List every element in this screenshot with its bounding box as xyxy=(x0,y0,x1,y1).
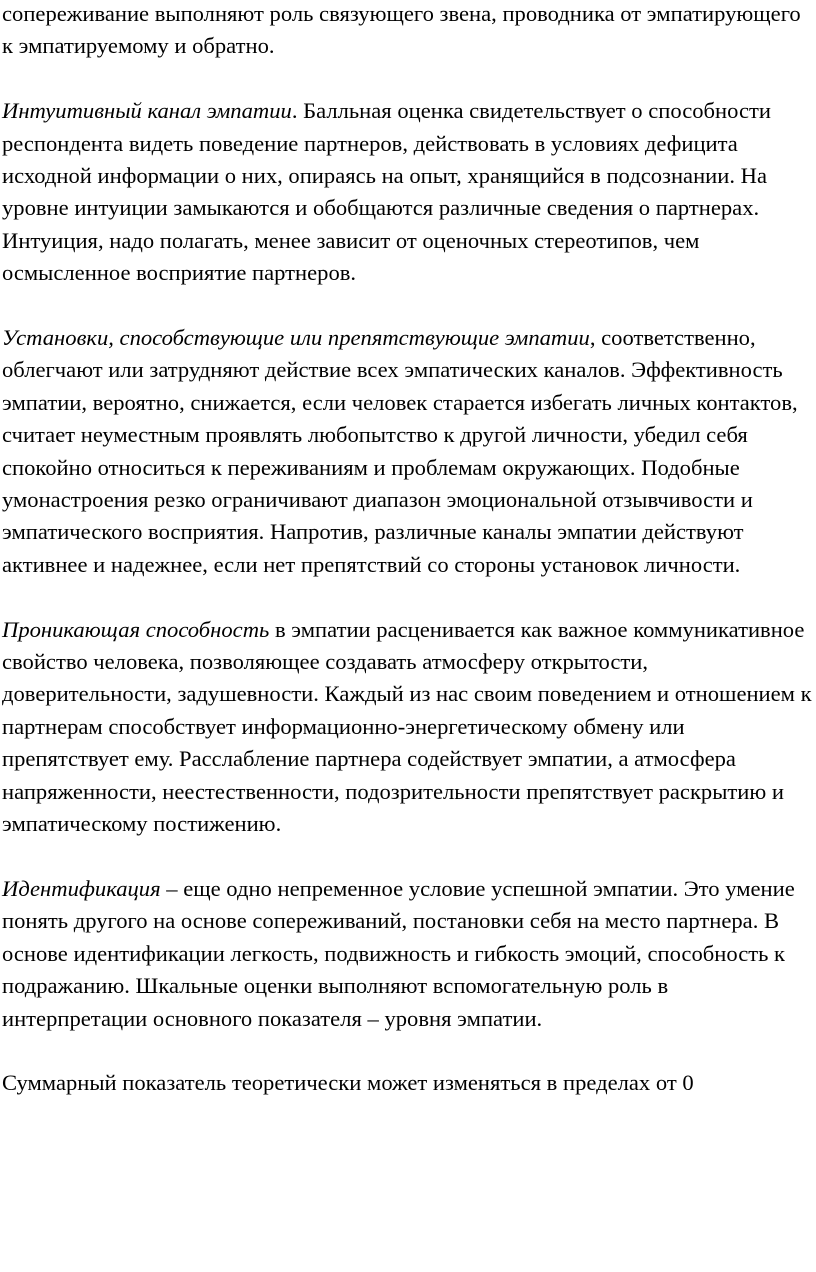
paragraph-1-text: сопереживание выполняют роль связующего звена, проводника от эмпатирующего к эмпатируемому и обратно. xyxy=(2,1,801,59)
paragraph-penetrating-ability xyxy=(2,614,814,841)
paragraph-identification xyxy=(2,873,814,1035)
term-intuitive-channel: Интуитивный канал эмпатии xyxy=(2,98,292,124)
paragraph-intuitive-channel-text: . Балльная оценка свидетельствует о способности респондента видеть поведение партнеров, действовать в условиях дефицита исходной информации о них, опираясь на опыт, хранящийся в подсознании. На уровне интуиции замыкаются и обобщаются различные сведения о партнерах. Интуиция, надо полагать, менее зависит от оценочных стереотипов, чем осмысленное восприятие партнеров. xyxy=(2,98,771,286)
term-attitudes: Установки, способствующие или препятствующие эмпатии xyxy=(2,325,590,351)
paragraph-1 xyxy=(2,0,814,63)
paragraph-intuitive-channel xyxy=(2,95,814,289)
paragraph-attitudes-text: , соответственно, облегчают или затрудняют действие всех эмпатических каналов. Эффективность эмпатии, вероятно, снижается, если человек старается избегать личных контактов, считает неуместным проявлять любопытство к другой личности, убедил себя спокойно относиться к переживаниям и проблемам окружающих. Подобные умонастроения резко ограничивают диапазон эмоциональной отзывчивости и эмпатического восприятия. Напротив, различные каналы эмпатии действуют активнее и надежнее, если нет препятствий со стороны установок личности. xyxy=(2,325,798,577)
paragraph-total-score xyxy=(2,1067,814,1099)
term-penetrating-ability: Проникающая способность xyxy=(2,616,270,642)
term-identification: Идентификация xyxy=(2,875,161,901)
paragraph-identification-text: – еще одно непременное условие успешной эмпатии. Это умение понять другого на основе сопереживаний, постановки себя на место партнера. В основе идентификации легкость, подвижность и гибкость эмоций, способность к подражанию. Шкальные оценки выполняют вспомогательную роль в интерпретации основного показателя – уровня эмпатии. xyxy=(2,875,795,1031)
paragraph-total-score-text: Суммарный показатель теоретически может изменяться в пределах от 0 xyxy=(2,1070,694,1096)
paragraph-attitudes xyxy=(2,322,814,581)
paragraph-penetrating-ability-text: в эмпатии расценивается как важное коммуникативное свойство человека, позволяющее создавать атмосферу открытости, доверительности, задушевности. Каждый из нас своим поведением и отношением к партнерам способствует информационно-энергетическому обмену или препятствует ему. Расслабление партнера содействует эмпатии, а атмосфера напряженности, неестественности, подозрительности препятствует раскрытию и эмпатическому постижению. xyxy=(2,616,812,837)
document-page xyxy=(2,0,814,1132)
